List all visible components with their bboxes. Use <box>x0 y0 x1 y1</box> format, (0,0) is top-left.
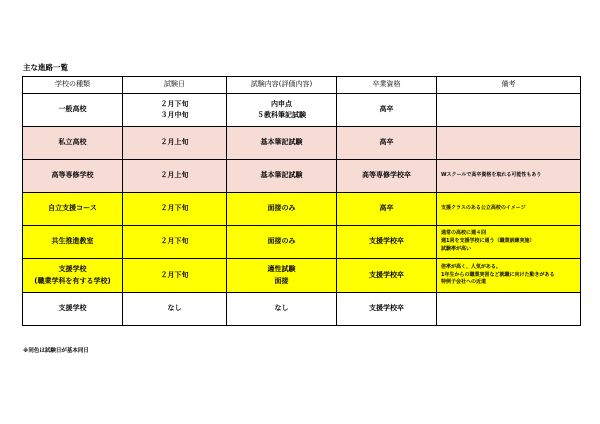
cell-line: なし <box>167 304 182 313</box>
cell-notes <box>437 293 581 326</box>
career-paths-table <box>22 76 581 326</box>
cell-exam-content <box>227 259 337 293</box>
header-exam-date: 試験日 <box>123 77 227 94</box>
cell-school-type <box>23 127 123 160</box>
cell-notes <box>437 193 581 226</box>
cell-line: ２月下旬 <box>160 99 189 108</box>
cell-school-type <box>23 226 123 259</box>
header-school-type: 学校の種類 <box>23 77 123 94</box>
cell-notes <box>437 94 581 127</box>
cell-exam-content <box>227 94 337 127</box>
cell-school-type <box>23 94 123 127</box>
table-row <box>23 226 581 259</box>
cell-line: 面接 <box>274 276 289 285</box>
cell-qualification: 高卒 <box>337 193 437 226</box>
cell-line: 私立高校 <box>58 138 87 147</box>
cell-line: ２月下旬 <box>160 270 189 279</box>
cell-line: ２月上旬 <box>160 171 189 180</box>
cell-exam-content <box>227 160 337 193</box>
cell-line: 自立支援コース <box>48 204 97 213</box>
page-title: 主な進路一覧 <box>23 63 68 72</box>
cell-notes <box>437 259 581 293</box>
cell-notes <box>437 127 581 160</box>
cell-exam-date <box>123 226 227 259</box>
cell-line: ２月下旬 <box>160 204 189 213</box>
header-exam-content: 試験内容(評価内容) <box>227 77 337 94</box>
cell-exam-date <box>123 259 227 293</box>
cell-exam-content <box>227 127 337 160</box>
table-row <box>23 293 581 326</box>
cell-school-type <box>23 193 123 226</box>
note-line: 週1回を支援学校に通う（職業訓練実施） <box>441 238 535 245</box>
cell-school-type <box>23 259 123 293</box>
cell-line: 一般高校 <box>58 105 87 114</box>
note-line: 支援クラスのある公立高校のイメージ <box>441 205 526 212</box>
header-notes: 備考 <box>437 77 581 94</box>
cell-qualification: 高等専修学校卒 <box>337 160 437 193</box>
cell-line: 内申点 <box>271 99 292 108</box>
cell-line: 高等専修学校 <box>51 171 94 180</box>
cell-line: 面接のみ <box>267 237 296 246</box>
note-line: 試験率が高い <box>441 245 472 252</box>
cell-exam-content <box>227 293 337 326</box>
cell-line: 適性試験 <box>267 265 296 274</box>
cell-line: なし <box>274 304 289 313</box>
cell-line: ２月上旬 <box>160 138 189 147</box>
cell-exam-content <box>227 193 337 226</box>
table-row <box>23 94 581 127</box>
cell-qualification: 高卒 <box>337 127 437 160</box>
cell-line: 面接のみ <box>267 204 296 213</box>
cell-exam-date <box>123 160 227 193</box>
cell-qualification: 支援学校卒 <box>337 226 437 259</box>
cell-line: 基本筆記試験 <box>260 171 303 180</box>
cell-notes <box>437 160 581 193</box>
cell-line: 基本筆記試験 <box>260 138 303 147</box>
cell-line: (職業学科を有する学校) <box>34 276 111 285</box>
table-header-row <box>23 77 581 94</box>
table-row <box>23 160 581 193</box>
note-line: 通常の高校に週４回 <box>441 230 487 237</box>
cell-line: 支援学校 <box>58 304 87 313</box>
cell-line: 支援学校 <box>58 265 87 274</box>
cell-exam-content <box>227 226 337 259</box>
cell-school-type <box>23 293 123 326</box>
cell-notes <box>437 226 581 259</box>
cell-exam-date <box>123 127 227 160</box>
table-row <box>23 193 581 226</box>
footnote: ※同色は試験日が基本同日 <box>23 348 89 354</box>
cell-line: ５教科筆記試験 <box>257 111 306 119</box>
cell-qualification: 支援学校卒 <box>337 259 437 293</box>
cell-exam-date <box>123 94 227 127</box>
cell-exam-date <box>123 193 227 226</box>
cell-qualification: 高卒 <box>337 94 437 127</box>
cell-exam-date <box>123 293 227 326</box>
note-line: 特例子会社への近道 <box>441 279 487 286</box>
note-line: 倍率が高く、人気がある。 <box>441 263 501 270</box>
cell-school-type <box>23 160 123 193</box>
cell-line: ２月下旬 <box>160 237 189 246</box>
cell-line: 共生推進教室 <box>51 237 94 246</box>
note-line: Wスクールで高卒資格を取れる可能性もあり <box>441 172 542 179</box>
cell-qualification: 支援学校卒 <box>337 293 437 326</box>
table-row <box>23 259 581 293</box>
header-qualification: 卒業資格 <box>337 77 437 94</box>
cell-line: ３月中旬 <box>160 111 189 119</box>
table-row <box>23 127 581 160</box>
note-line: 1年生からの職業実習など就職に向けた動きがある <box>441 271 555 278</box>
